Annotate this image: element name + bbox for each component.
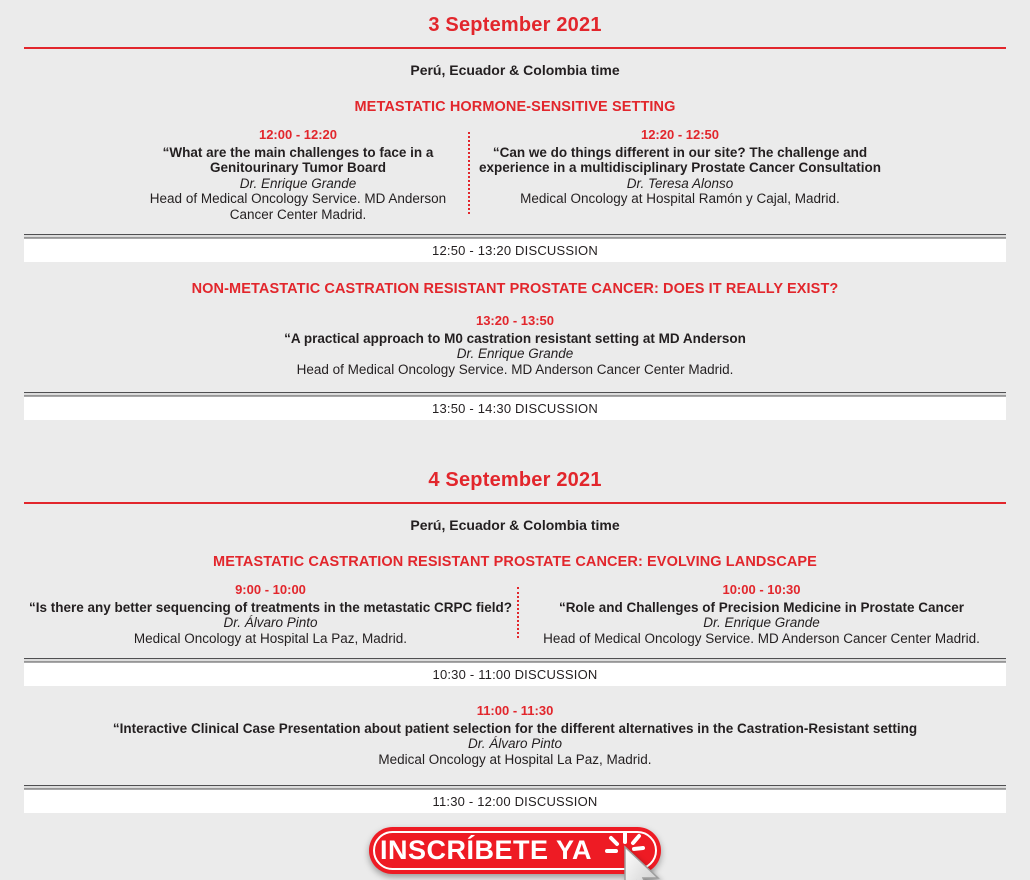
- session-title: “A practical approach to M0 castration resistant setting at MD Anderson: [284, 330, 746, 346]
- session-time: 11:00 - 11:30: [476, 703, 554, 718]
- session-time: 10:00 - 10:30: [722, 582, 801, 597]
- speaker-name: Dr. Álvaro Pinto: [223, 615, 318, 630]
- day2-date-heading: 4 September 2021: [428, 469, 602, 491]
- day2-timezone-note: Perú, Ecuador & Colombia time: [410, 517, 620, 533]
- day1-discussion1-bar: [24, 234, 1006, 262]
- day1-session3: [24, 313, 1006, 377]
- day1-section2-heading: NON-METASTATIC CASTRATION RESISTANT PROSTATE CANCER: DOES IT REALLY EXIST?: [191, 281, 839, 297]
- day2-session3: [24, 703, 1006, 767]
- discussion-label: 13:50 - 14:30 DISCUSSION: [24, 397, 1006, 420]
- discussion-label: 10:30 - 11:00 DISCUSSION: [24, 663, 1006, 686]
- day2-date-rule: [24, 502, 1006, 504]
- click-burst-rays: [607, 833, 643, 851]
- speaker-name: Dr. Enrique Grande: [456, 346, 574, 361]
- day2-section1-heading: METASTATIC CASTRATION RESISTANT PROSTATE CANCER: EVOLVING LANDSCAPE: [213, 554, 817, 570]
- speaker-affiliation: Head of Medical Oncology Service. MD Anderson Cancer Center Madrid.: [149, 191, 447, 222]
- session-title: “Interactive Clinical Case Presentation about patient selection for the different alternatives in the Castration-Resistant setting: [112, 720, 918, 736]
- session-title: “Is there any better sequencing of treatments in the metastatic CRPC field?: [28, 599, 513, 615]
- speaker-name: Dr. Enrique Grande: [239, 175, 357, 191]
- pointer-arrow: [625, 847, 658, 880]
- register-button[interactable]: [369, 827, 661, 874]
- speaker-name: Dr. Álvaro Pinto: [467, 736, 563, 751]
- day1-session1: [24, 127, 468, 222]
- day1-session2: [468, 127, 1006, 222]
- click-cursor-icon: [603, 830, 675, 880]
- cta-row: [24, 827, 1006, 874]
- day1-timezone-note: Perú, Ecuador & Colombia time: [410, 62, 620, 78]
- day2-session2: [517, 582, 1006, 646]
- day1-sessions-row: [24, 127, 1006, 222]
- column-divider: [517, 587, 519, 638]
- register-button-label: INSCRÍBETE YA: [379, 835, 593, 865]
- day1-section1-heading: METASTATIC HORMONE-SENSITIVE SETTING: [354, 99, 676, 115]
- session-time: 12:20 - 12:50: [640, 127, 720, 142]
- day1-discussion2-bar: [24, 392, 1006, 420]
- speaker-name: Dr. Teresa Alonso: [626, 175, 734, 191]
- speaker-affiliation: Medical Oncology at Hospital Ramón y Cajal, Madrid.: [520, 191, 840, 206]
- session-title: “What are the main challenges to face in a Genitourinary Tumor Board: [162, 144, 434, 175]
- day2-sessions-row: [24, 582, 1006, 646]
- day2-discussion2-bar: [24, 785, 1006, 813]
- speaker-affiliation: Head of Medical Oncology Service. MD Anderson Cancer Center Madrid.: [296, 361, 734, 377]
- speaker-affiliation: Medical Oncology at Hospital La Paz, Madrid.: [133, 630, 408, 646]
- day2-session1: [24, 582, 517, 646]
- session-time: 12:00 - 12:20: [258, 127, 338, 142]
- speaker-name: Dr. Enrique Grande: [703, 615, 820, 630]
- session-time: 9:00 - 10:00: [235, 582, 306, 597]
- speaker-affiliation: Head of Medical Oncology Service. MD Anderson Cancer Center Madrid.: [543, 630, 980, 646]
- speaker-affiliation: Medical Oncology at Hospital La Paz, Madrid.: [378, 751, 652, 767]
- session-title: “Role and Challenges of Precision Medicine in Prostate Cancer: [558, 599, 965, 615]
- session-time: 13:20 - 13:50: [475, 313, 555, 328]
- day1-date-heading: 3 September 2021: [428, 14, 602, 36]
- discussion-label: 11:30 - 12:00 DISCUSSION: [24, 790, 1006, 813]
- session-title: “Can we do things different in our site? The challenge and experience in a multidisciplinary Prostate Cancer Consultation: [478, 144, 882, 175]
- discussion-label: 12:50 - 13:20 DISCUSSION: [24, 239, 1006, 262]
- day2-discussion1-bar: [24, 658, 1006, 686]
- column-divider: [468, 132, 470, 214]
- day1-date-rule: [24, 47, 1006, 49]
